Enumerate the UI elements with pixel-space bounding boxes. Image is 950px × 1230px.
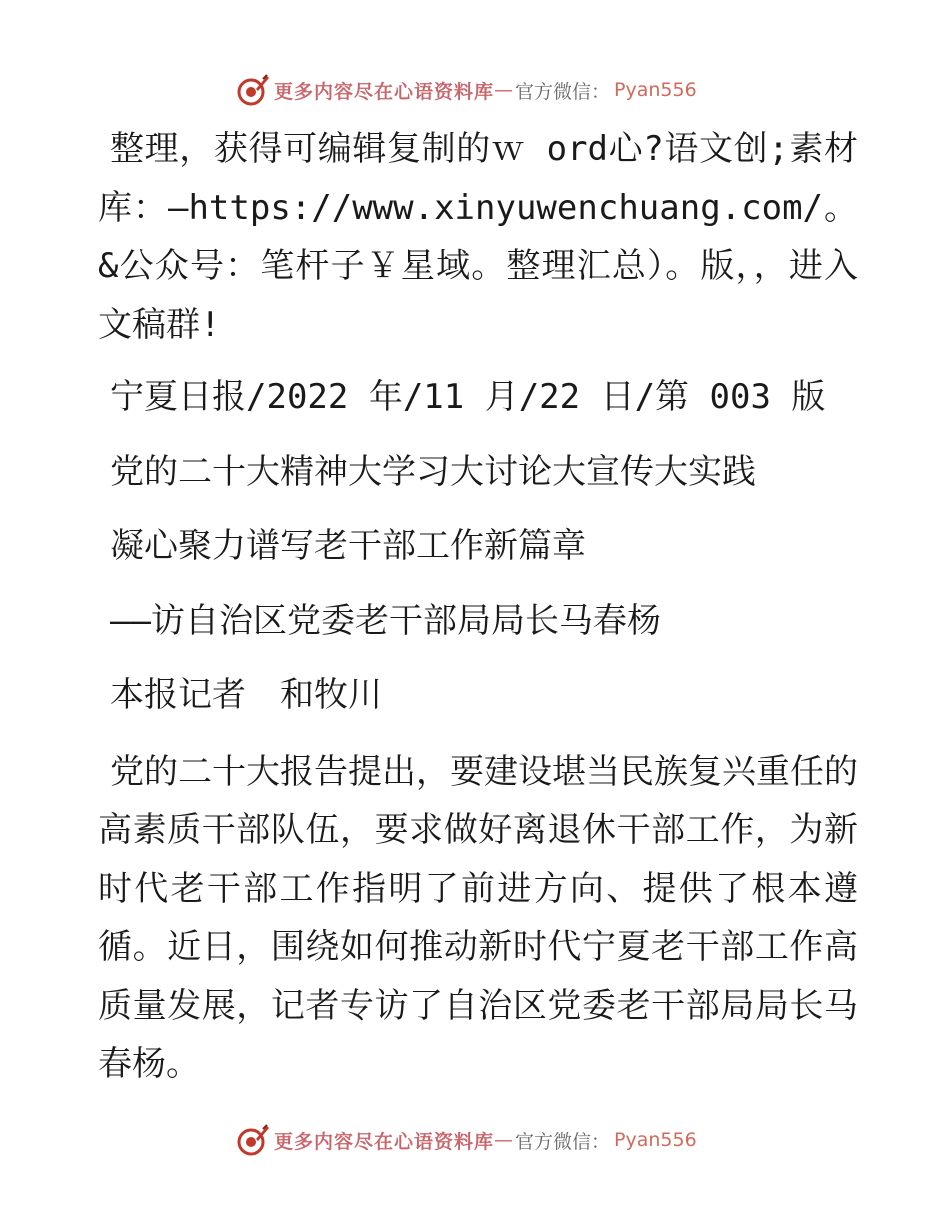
intro-paragraph: 整理，获得可编辑复制的ｗ ord心?语文创;素材库：—https://www.xinyuwenchuang.com/。&公众号：笔杆子￥星域。整理汇总）。版，，进入文稿群!: [98, 129, 858, 345]
footer-banner: [236, 1122, 716, 1158]
wechat-id: Pyan556: [614, 79, 697, 101]
official-wechat-label: 官方微信：: [515, 80, 611, 103]
headline: 凝心聚力谱写老干部工作新篇章: [110, 526, 586, 566]
dateline: 宁夏日报/2022 年/11 月/22 日/第 003 版: [110, 377, 826, 417]
wechat-id: Pyan556: [614, 1129, 697, 1151]
header-banner: [236, 72, 716, 108]
quill-pen-seal-icon: [236, 73, 270, 107]
byline: 本报记者 和牧川: [110, 675, 382, 715]
section-title: 党的二十大精神大学习大讨论大宣传大实践: [110, 451, 756, 492]
document-body: [98, 120, 858, 1094]
promo-text: 更多内容尽在心语资料库: [274, 80, 495, 103]
promo-separator: —: [494, 79, 514, 101]
official-wechat-label: 官方微信：: [515, 1130, 611, 1153]
quill-pen-seal-icon: [236, 1123, 270, 1157]
promo-text: 更多内容尽在心语资料库: [274, 1130, 495, 1153]
subheadline: ——访自治区党委老干部局局长马春杨: [110, 600, 661, 641]
body-paragraph: 党的二十大报告提出，要建设堪当民族复兴重任的高素质干部队伍，要求做好离退休干部工作，为新时代老干部工作指明了前进方向、提供了根本遵循。近日，围绕如何推动新时代宁夏老干部工作高质量发展，记者专访了自治区党委老干部局局长马春杨。: [98, 751, 858, 1084]
promo-separator: —: [494, 1129, 514, 1151]
